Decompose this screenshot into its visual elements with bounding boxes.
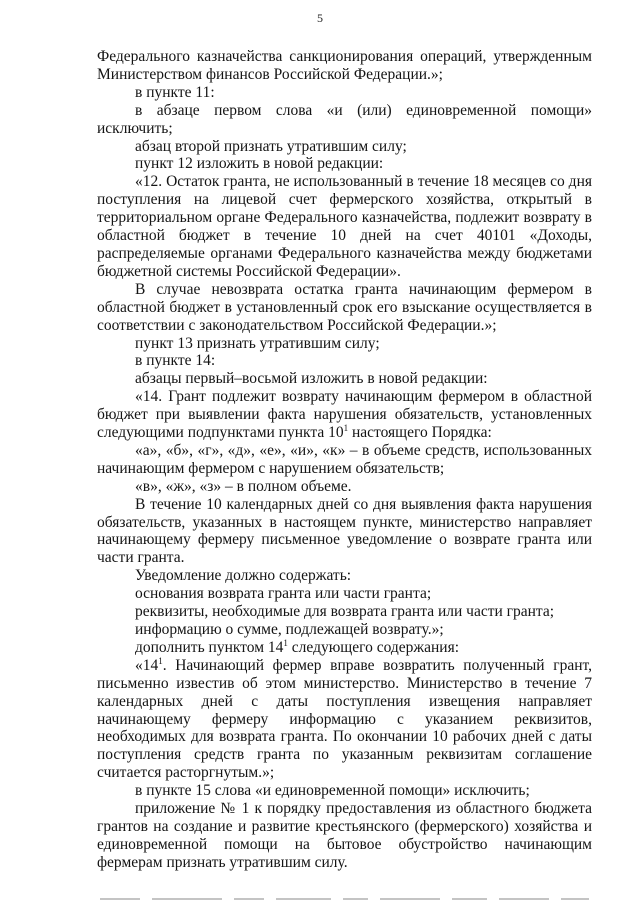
paragraph: «14. Грант подлежит возврату начинающим фермером в областной бюджет при выявлении факта нарушения обязательств, установленных следующими подпунктами пункта $10^1$ настоящего Порядка: bbox=[97, 388, 592, 442]
paragraph: приложение № 1 к порядку предоставления из областного бюджета грантов на создание и развитие крестьянского (фермерского) хозяйства и единовременной помощи на бытовое обустройство начинающим фермерам признать утратившим силу. bbox=[97, 800, 592, 871]
paragraph: «а», «б», «г», «д», «е», «и», «к» – в объеме средств, использованных начинающим фермером с нарушением обязательств; bbox=[97, 441, 592, 477]
paragraph: пункт 13 признать утратившим силу; bbox=[135, 334, 380, 352]
paragraph: в пункте 15 слова «и единовременной помощи» исключить; bbox=[135, 782, 530, 800]
paragraph: «$14^1$. Начинающий фермер вправе возвратить полученный грант, письменно известив об этом министерство. Министерство в течение 7 календарных дней с даты поступления извещения направляет начинающему фермеру информацию с указанием реквизитов, необходимых для возврата гранта. По окончании 10 рабочих дней с даты поступления средств гранта по указанным реквизитам соглашение считается расторгнутым.»; bbox=[97, 655, 592, 782]
superscript: 1 bbox=[283, 637, 288, 648]
paragraph: пункт 12 изложить в новой редакции: bbox=[135, 155, 384, 173]
paragraph: информацию о сумме, подлежащей возврату.»; bbox=[135, 621, 444, 638]
paragraph: абзац второй признать утратившим силу; bbox=[135, 137, 407, 155]
paragraph: В течение 10 календарных дней со дня выявления факта нарушения обязательств, указанных в настоящем пункте, министерство направляет начинающему фермеру письменное уведомление о возврате гранта или части гранта. bbox=[97, 495, 592, 567]
paragraph: дополнить пунктом $14^1$ следующего содержания: bbox=[135, 637, 460, 656]
superscript: 1 bbox=[158, 655, 163, 666]
paragraph: Федерального казначейства санкционирования операций, утвержденным bbox=[97, 48, 592, 65]
paragraph: в абзаце первом слова «и (или) единовременной помощи» исключить; bbox=[97, 101, 592, 137]
superscript: 1 bbox=[343, 423, 349, 434]
paragraph: реквизиты, необходимые для возврата гранта или части гранта; bbox=[135, 603, 555, 621]
document-body bbox=[97, 48, 592, 872]
page-number: 5 bbox=[317, 11, 323, 25]
paragraph: Уведомление должно содержать: bbox=[135, 567, 352, 585]
paragraph: Министерством финансов Российской Федерации.»; bbox=[97, 65, 443, 83]
paragraph: «12. Остаток гранта, не использованный в течение 18 месяцев со дня поступления на лицевой счет фермерского хозяйства, открытый в территориальном органе Федерального казначейства, подлежит возврату в областной бюджет в течение 10 дней на счет 40101 «Доходы, распределяемые органами Федерального казначейства между бюджетами бюджетной системы Российской Федерации». bbox=[97, 173, 592, 280]
paragraph: абзацы первый–восьмой изложить в новой редакции: bbox=[135, 370, 488, 388]
paragraph: В случае невозврата остатка гранта начинающим фермером в областной бюджет в установленный срок его взыскание осуществляется в соответствии с законодательством Российской Федерации.»; bbox=[97, 280, 592, 334]
faded-footer-text bbox=[100, 890, 620, 902]
paragraph: основания возврата гранта или части гранта; bbox=[135, 585, 432, 603]
paragraph: в пункте 14: bbox=[135, 352, 216, 370]
paragraph: «в», «ж», «з» – в полном объеме. bbox=[135, 477, 352, 495]
paragraph: в пункте 11: bbox=[135, 83, 215, 101]
